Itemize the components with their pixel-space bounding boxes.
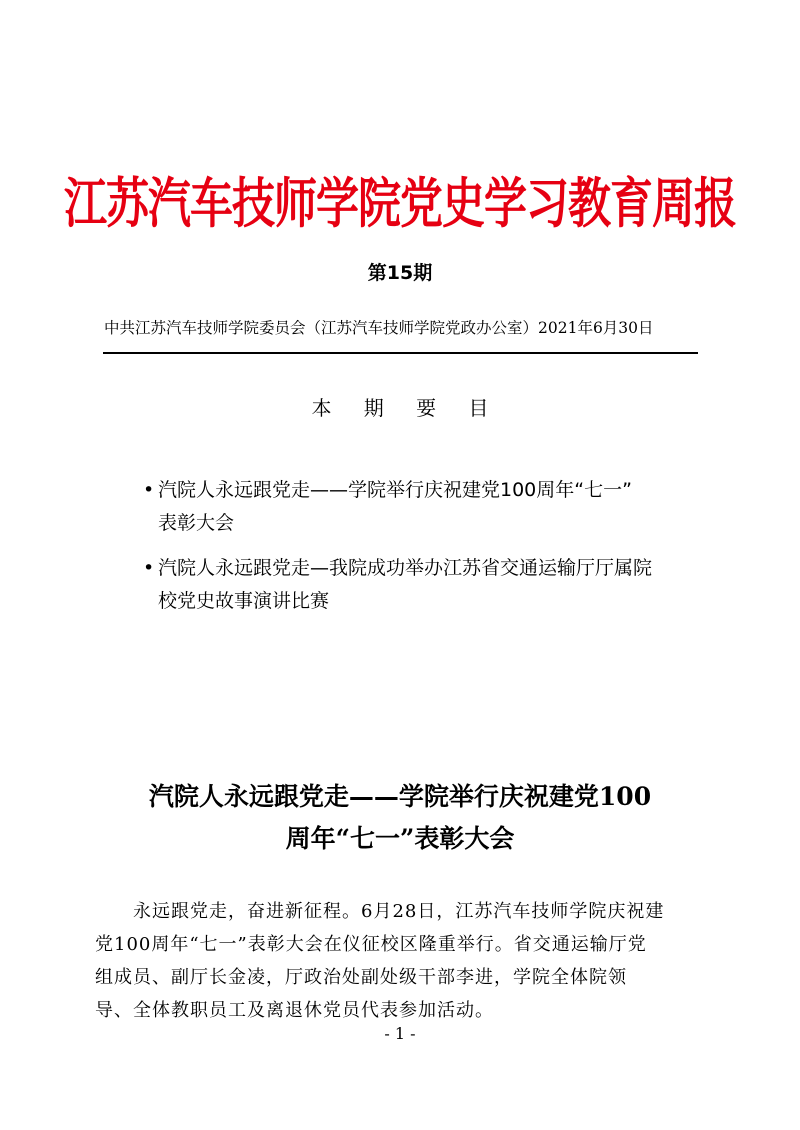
toc-heading: 本 期 要 目 bbox=[311, 396, 502, 420]
toc-item-1 bbox=[143, 474, 743, 540]
bullet-icon: • bbox=[143, 557, 155, 579]
publisher-line: 中共江苏汽车技师学院委员会（江苏汽车技师学院党政办公室）2021年6月30日 bbox=[104, 319, 654, 337]
article-title bbox=[0, 776, 800, 860]
article-body-line-2: 党100周年“七一”表彰大会在仪征校区隆重举行。省交通运输厅党 bbox=[95, 934, 647, 955]
toc-list bbox=[143, 474, 743, 630]
masthead-title: 江苏汽车技师学院党史学习教育周报 bbox=[64, 173, 736, 236]
toc-item-2 bbox=[143, 552, 743, 618]
header-divider bbox=[103, 352, 698, 354]
article-title-line-1: 汽院人永远跟党走——学院举行庆祝建党100 bbox=[148, 782, 652, 811]
toc-item-1-line-1: 汽院人永远跟党走——学院举行庆祝建党100周年“七一” bbox=[158, 479, 632, 501]
toc-item-2-line-2: 校党史故事演讲比赛 bbox=[158, 590, 330, 612]
issue-number: 第15期 bbox=[367, 262, 433, 284]
toc-item-2-line-1: 汽院人永远跟党走—我院成功举办江苏省交通运输厅厅属院 bbox=[158, 557, 653, 579]
page-number: - 1 - bbox=[384, 1024, 416, 1043]
article-body bbox=[95, 895, 705, 1027]
article-body-line-1: 永远跟党走，奋进新征程。6月28日，江苏汽车技师学院庆祝建 bbox=[95, 901, 665, 922]
toc-item-1-line-2: 表彰大会 bbox=[158, 512, 235, 534]
article-title-line-2: 周年“七一”表彰大会 bbox=[285, 824, 515, 853]
bullet-icon: • bbox=[143, 479, 155, 501]
article-body-line-4: 导、全体教职员工及离退休党员代表参加活动。 bbox=[95, 1000, 494, 1021]
article-body-line-3: 组成员、副厅长金凌，厅政治处副处级干部李进，学院全体院领 bbox=[95, 967, 627, 988]
